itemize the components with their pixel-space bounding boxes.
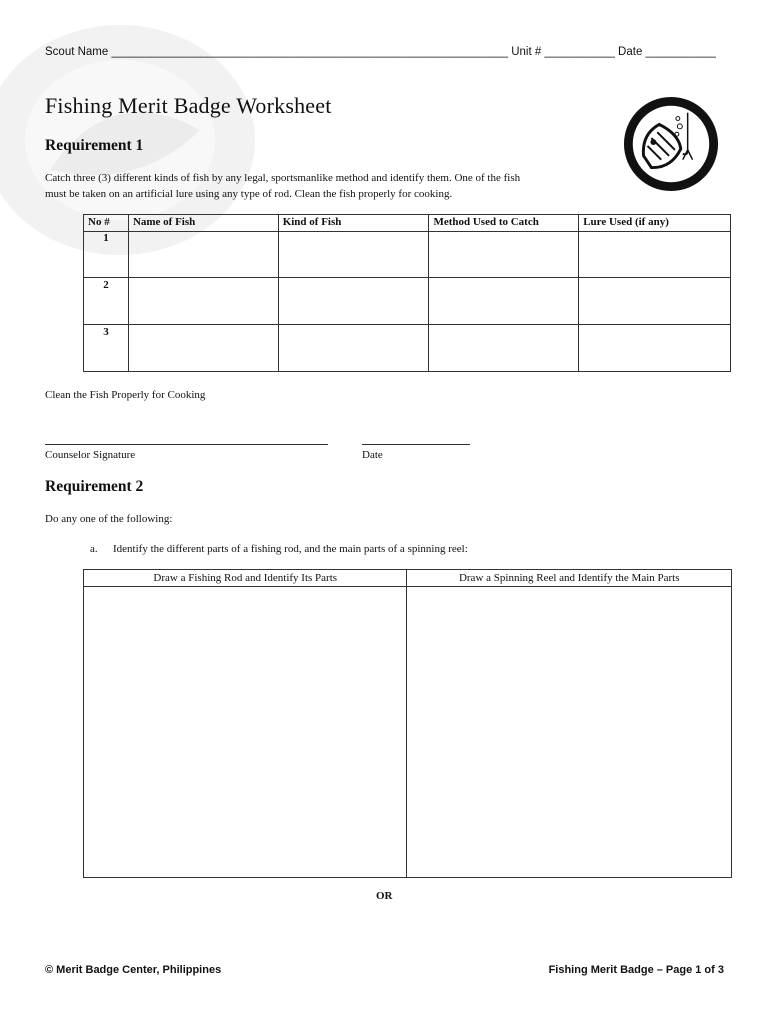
drawing-header-row [84, 570, 732, 587]
fish-name-cell[interactable] [128, 232, 278, 278]
lure-cell[interactable] [579, 232, 731, 278]
item-a-text: Identify the different parts of a fishing rod, and the main parts of a spinning reel: [113, 543, 468, 555]
requirement-1-text [45, 170, 605, 202]
page-title: Fishing Merit Badge Worksheet [45, 93, 332, 118]
header-fields [45, 46, 716, 58]
requirement-1-heading: Requirement 1 [45, 137, 144, 154]
draw-reel-header: Draw a Spinning Reel and Identify the Main Parts [407, 570, 732, 587]
col-header-no: No # [84, 215, 129, 232]
scout-name-label: Scout Name [45, 46, 109, 58]
col-header-kind: Kind of Fish [278, 215, 429, 232]
lure-cell[interactable] [579, 325, 731, 372]
drawing-table [83, 569, 732, 878]
item-a-marker: a. [90, 543, 98, 555]
fish-catch-table [83, 214, 731, 372]
unit-field[interactable]: ___________ [544, 46, 615, 58]
lure-cell[interactable] [579, 278, 731, 325]
reel-drawing-area[interactable] [407, 587, 732, 878]
fish-kind-cell[interactable] [278, 325, 429, 372]
date-field[interactable]: ___________ [645, 46, 716, 58]
catch-method-cell[interactable] [429, 278, 579, 325]
requirement-2-intro: Do any one of the following: [45, 513, 173, 525]
fish-kind-cell[interactable] [278, 278, 429, 325]
row-number: 3 [84, 325, 129, 372]
fishing-badge-icon [622, 95, 720, 193]
signature-date-label: Date [362, 449, 383, 461]
catch-method-cell[interactable] [429, 325, 579, 372]
requirement-1-line-1: Catch three (3) different kinds of fish by any legal, sportsmanlike method and identify them. One of the fish [45, 172, 521, 184]
fish-name-cell[interactable] [128, 325, 278, 372]
fish-kind-cell[interactable] [278, 232, 429, 278]
table-row [84, 278, 731, 325]
unit-label: Unit # [511, 46, 542, 58]
requirement-2-heading: Requirement 2 [45, 478, 144, 495]
draw-rod-header: Draw a Fishing Rod and Identify Its Parts [84, 570, 407, 587]
table-row [84, 232, 731, 278]
row-number: 2 [84, 278, 129, 325]
counselor-signature-line[interactable] [45, 444, 328, 445]
catch-method-cell[interactable] [429, 232, 579, 278]
col-header-lure: Lure Used (if any) [579, 215, 731, 232]
clean-fish-label: Clean the Fish Properly for Cooking [45, 389, 206, 401]
col-header-method: Method Used to Catch [429, 215, 579, 232]
or-separator: OR [376, 890, 393, 902]
table-row [84, 325, 731, 372]
counselor-signature-label: Counselor Signature [45, 449, 136, 461]
scout-name-field[interactable]: ______________________________________________________________ [111, 46, 509, 58]
rod-drawing-area[interactable] [84, 587, 407, 878]
row-number: 1 [84, 232, 129, 278]
drawing-area-row [84, 587, 732, 878]
footer-page-number: Fishing Merit Badge – Page 1 of 3 [548, 964, 724, 976]
signature-date-line[interactable] [362, 444, 470, 445]
fish-name-cell[interactable] [128, 278, 278, 325]
footer-copyright: © Merit Badge Center, Philippines [45, 964, 222, 976]
date-label: Date [618, 46, 643, 58]
col-header-name: Name of Fish [128, 215, 278, 232]
table-header-row [84, 215, 731, 232]
requirement-1-line-2: must be taken on an artificial lure using any type of rod. Clean the fish properly for cooking. [45, 188, 453, 200]
